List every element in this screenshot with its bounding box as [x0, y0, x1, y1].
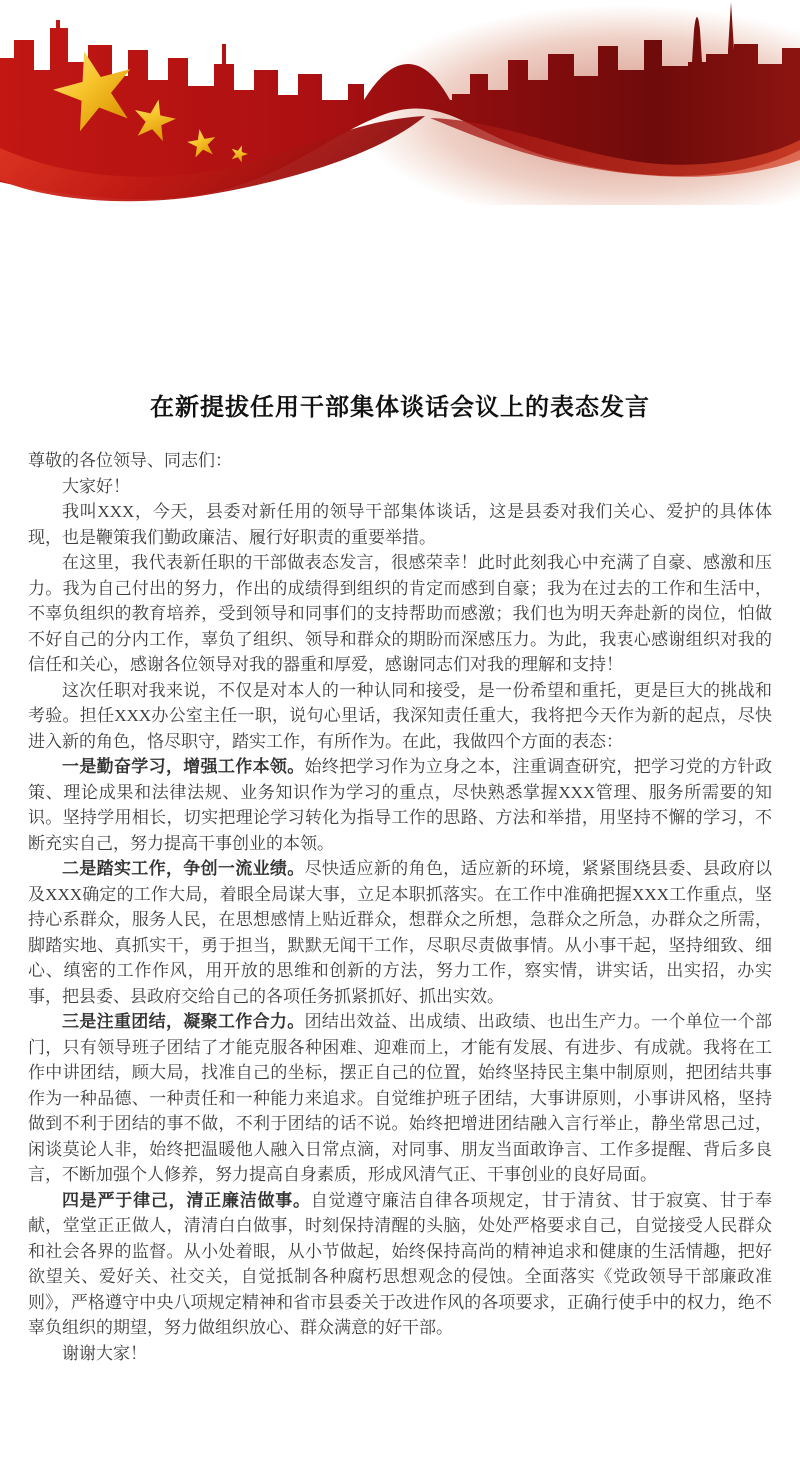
- paragraph: 二是踏实工作，争创一流业绩。尽快适应新的角色，适应新的环境，紧紧围绕县委、县政府以及XXX确定的工作大局，着眼全局谋大事，立足本职抓落实。在工作中准确把握XXX工作重点，坚持心系群众，服务人民，在思想感情上贴近群众，想群众之所想，急群众之所急，办群众之所需，脚踏实地、真抓实干，勇于担当，默默无闻干工作，尽职尽责做事情。从小事干起，坚持细致、细心、缜密的工作作风，用开放的思维和创新的方法，努力工作，察实情，讲实话，出实招，办实事，把县委、县政府交给自己的各项任务抓紧抓好、抓出实效。: [28, 859, 773, 1006]
- paragraph: 谢谢大家！: [62, 1343, 147, 1363]
- paragraph: 在这里，我代表新任职的干部做表态发言，很感荣幸！此时此刻我心中充满了自豪、感激和压力。我为自己付出的努力，作出的成绩得到组织的肯定而感到自豪；我为在过去的工作和生活中，不辜负组织的教育培养，受到领导和同事们的支持帮助而感激；我们也为明天奔赴新的岗位，怕做不好自己的分内工作，辜负了组织、领导和群众的期盼而深感压力。为此，我衷心感谢组织对我的信任和关心，感谢各位领导对我的器重和厚爱，感谢同志们对我的理解和支持！: [28, 553, 772, 674]
- header-graphic: [0, 0, 800, 205]
- paragraph: 尊敬的各位领导、同志们：: [28, 451, 232, 470]
- paragraph: 这次任职对我来说，不仅是对本人的一种认同和接受，是一份希望和重托，更是巨大的挑战和考验。担任XXX办公室主任一职，说句心里话，我深知责任重大，我将把今天作为新的起点，尽快进入新的角色，恪尽职守，踏实工作，有所作为。在此，我做四个方面的表态：: [28, 680, 772, 751]
- paragraph-lead: 一是勤奋学习，增强工作本领。: [62, 757, 305, 776]
- paragraph: 四是严于律己，清正廉洁做事。自觉遵守廉洁自律各项规定，甘于清贫、甘于寂寞、甘于奉献，堂堂正正做人，清清白白做事，时刻保持清醒的头脑，处处严格要求自己，自觉接受人民群众和社会各界的监督。从小处着眼，从小节做起，始终保持高尚的精神追求和健康的生活情趣，把好欲望关、爱好关、社交关，自觉抵制各种腐朽思想观念的侵蚀。全面落实《党政领导干部廉政准则》，严格遵守中央八项规定精神和省市县委关于改进作风的各项要求，正确行使手中的权力，绝不辜负组织的期望，努力做组织放心、群众满意的好干部。: [28, 1190, 773, 1337]
- document-body: [0, 387, 800, 1406]
- paragraph-container: [28, 448, 772, 1366]
- paragraph: 一是勤奋学习，增强工作本领。始终把学习作为立身之本，注重调查研究，把学习党的方针政策、理论成果和法律法规、业务知识作为学习的重点，尽快熟悉掌握XXX管理、服务所需要的知识。坚持学用相长，切实把理论学习转化为指导工作的思路、方法和举措，用坚持不懈的学习，不断充实自己，努力提高干事创业的本领。: [28, 757, 773, 853]
- paragraph: 三是注重团结，凝聚工作合力。团结出效益、出成绩、出政绩、也出生产力。一个单位一个部门，只有领导班子团结了才能克服各种困难、迎难而上，才能有发展、有进步、有成就。我将在工作中讲团结，顾大局，找准自己的坐标，摆正自己的位置，始终坚持民主集中制原则，把团结共事作为一种品德、一种责任和一种能力来追求。自觉维护班子团结，大事讲原则，小事讲风格，坚持做到不利于团结的事不做，不利于团结的话不说。始终把增进团结融入言行举止，静坐常思己过，闲谈莫论人非，始终把温暖他人融入日常点滴，对同事、朋友当面敢诤言、工作多提醒、背后多良言，不断加强个人修养，努力提高自身素质，形成风清气正、干事创业的良好局面。: [28, 1012, 773, 1184]
- paragraph: 大家好！: [62, 476, 130, 496]
- document-title: 在新提拔任用干部集体谈话会议上的表态发言: [150, 395, 650, 421]
- paragraph-lead: 二是踏实工作，争创一流业绩。: [62, 859, 305, 878]
- paragraph: 我叫XXX，今天，县委对新任用的领导干部集体谈话，这是县委对我们关心、爱护的具体体现，也是鞭策我们勤政廉洁、履行好职责的重要举措。: [28, 502, 772, 547]
- banner: [0, 0, 800, 205]
- paragraph-lead: 四是严于律己，清正廉洁做事。: [62, 1190, 311, 1210]
- paragraph-lead: 三是注重团结，凝聚工作合力。: [62, 1012, 305, 1031]
